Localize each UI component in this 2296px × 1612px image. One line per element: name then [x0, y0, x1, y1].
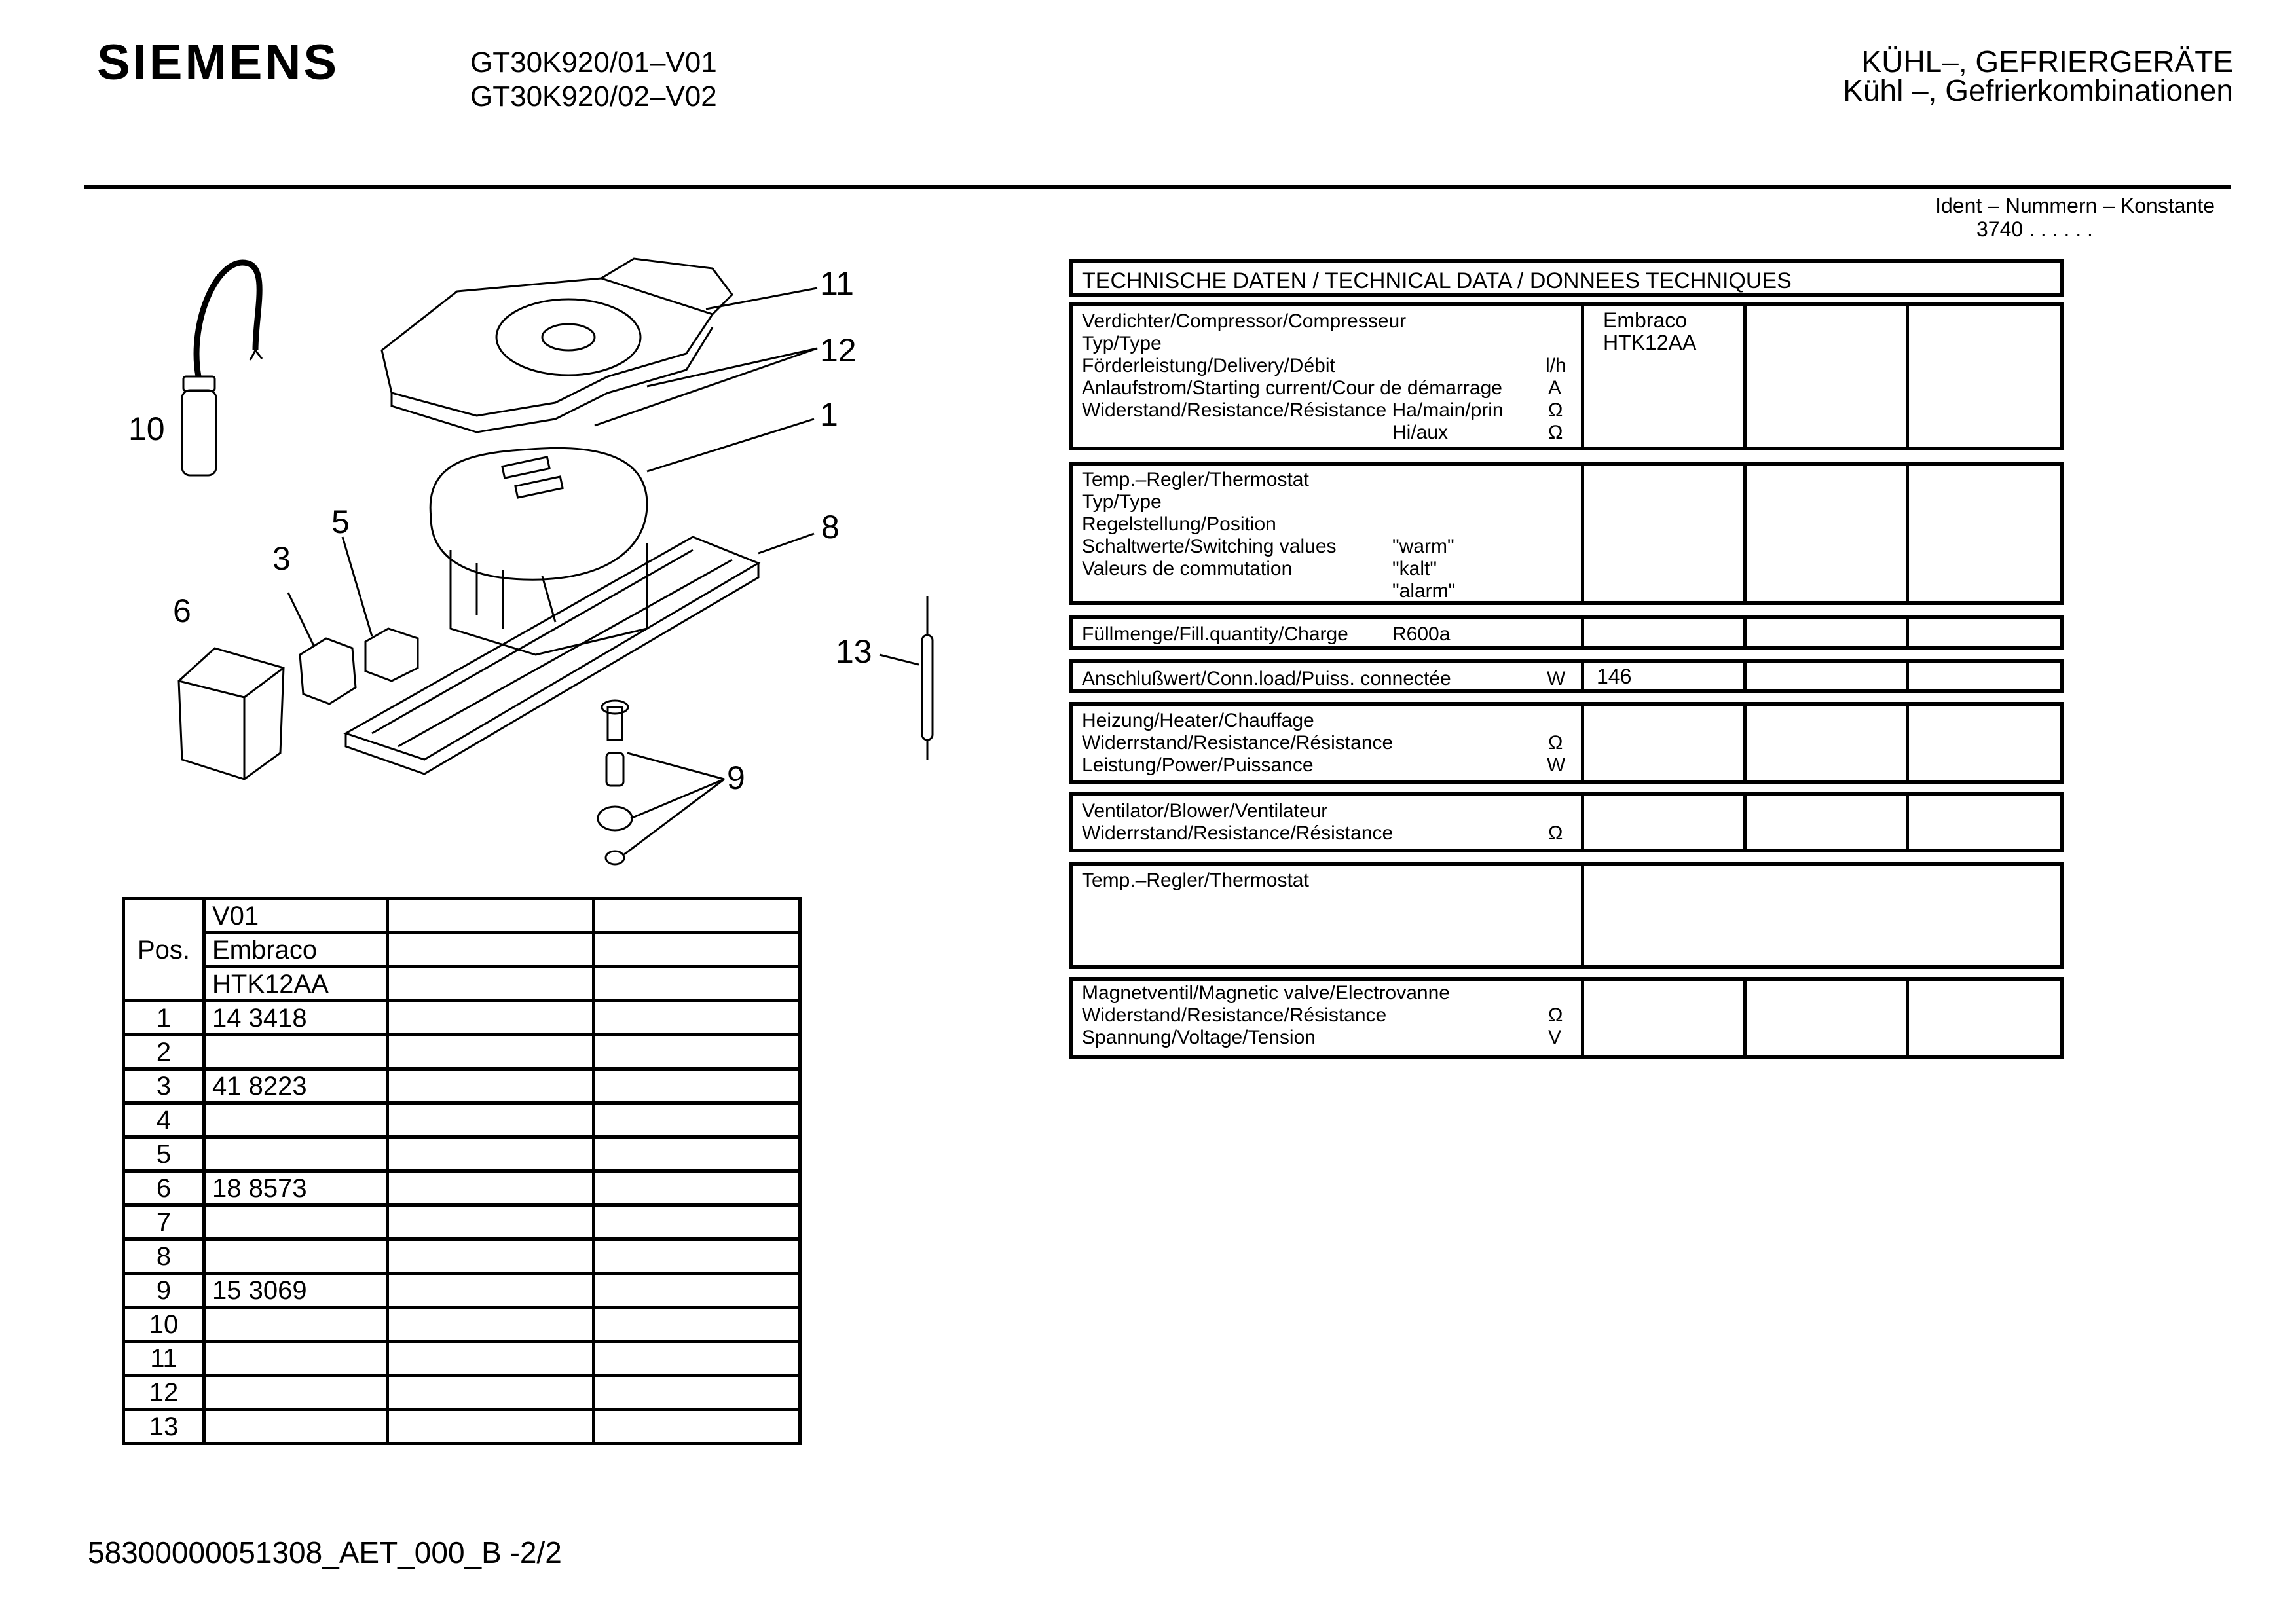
table-row [124, 1376, 800, 1410]
table-row [124, 1035, 800, 1069]
connected-load-label: Anschlußwert/Conn.load/Puiss. connectée [1082, 668, 1451, 689]
part-number-cell [204, 1410, 388, 1444]
compressor-label: Verdichter/Compressor/Compresseur [1082, 310, 1407, 332]
callout-5: 5 [331, 504, 350, 540]
part-6-cover-illustration [179, 648, 284, 779]
tech-title-box [1069, 259, 2064, 297]
unit-w: W [1547, 668, 1566, 689]
pos-cell: 2 [124, 1035, 204, 1069]
ident-label: Ident – Nummern – Konstante [1935, 194, 2215, 217]
position-label: Regelstellung/Position [1082, 513, 1276, 535]
tech-thermostat2-box [1069, 862, 2064, 969]
part-11-illustration [382, 259, 732, 432]
refrigerant-value: R600a [1392, 623, 1451, 645]
part-number-cell [204, 1308, 388, 1342]
valve-voltage-label: Spannung/Voltage/Tension [1082, 1027, 1316, 1048]
callout-9: 9 [727, 760, 745, 796]
header-rule [84, 185, 2231, 189]
leader-lines [595, 288, 817, 553]
thermostat2-label: Temp.–Regler/Thermostat [1082, 870, 1309, 891]
unit-ohm: Ω [1548, 399, 1563, 421]
table-row [124, 1342, 800, 1376]
part-10-illustration [182, 263, 262, 475]
heater-power-label: Leistung/Power/Puissance [1082, 754, 1314, 776]
table-row [124, 1137, 800, 1171]
part-8-rail-illustration [346, 537, 758, 774]
valve-label: Magnetventil/Magnetic valve/Electrovanne [1082, 982, 1450, 1004]
resistance-main-label: Widerstand/Resistance/Résistance Ha/main/prin [1082, 399, 1504, 421]
pos-cell: 10 [124, 1308, 204, 1342]
part-13-dryer-illustration [880, 596, 933, 760]
brand-logo: SIEMENS [97, 35, 340, 90]
part-number-cell [204, 1342, 388, 1376]
table-row [124, 1001, 800, 1035]
category-subtitle: Kühl –, Gefrierkombinationen [1843, 73, 2233, 107]
pos-cell: 9 [124, 1273, 204, 1308]
table-row [124, 1171, 800, 1205]
pos-cell: 11 [124, 1342, 204, 1376]
callout-8: 8 [821, 509, 840, 545]
callout-13: 13 [836, 633, 872, 670]
thermostat-label: Temp.–Regler/Thermostat [1082, 469, 1309, 490]
part-3-relay-illustration [288, 593, 356, 704]
part-number-cell: 18 8573 [204, 1171, 388, 1205]
tech-valve-box [1069, 977, 2064, 1059]
part-number-cell [204, 1035, 388, 1069]
document-id: 58300000051308_AET_000_B -2/2 [88, 1535, 562, 1569]
tech-heater-box [1069, 702, 2064, 784]
pos-cell: 6 [124, 1171, 204, 1205]
compressor-manufacturer: Embraco [1603, 308, 1688, 332]
tech-blower-box [1069, 792, 2064, 852]
unit-a: A [1548, 377, 1562, 399]
part-number-cell [204, 1137, 388, 1171]
callout-12: 12 [820, 332, 857, 369]
part-number-cell: 15 3069 [204, 1273, 388, 1308]
part-number-cell [204, 1239, 388, 1273]
pos-cell: 12 [124, 1376, 204, 1410]
category-title: KÜHL–, GEFRIERGERÄTE [1861, 45, 2233, 79]
part-number-cell [204, 1103, 388, 1137]
unit-ohm: Ω [1548, 822, 1563, 844]
unit-ohm: Ω [1548, 732, 1563, 754]
valve-resistance-label: Widerstand/Resistance/Résistance [1082, 1004, 1387, 1026]
part-number-cell: 41 8223 [204, 1069, 388, 1103]
unit-ohm: Ω [1548, 422, 1563, 443]
manufacturer-cell: Embraco [204, 933, 388, 967]
compressor-type-cell: HTK12AA [204, 967, 388, 1001]
callout-10: 10 [128, 411, 165, 447]
unit-w: W [1547, 754, 1566, 776]
switch-kalt: "kalt" [1392, 558, 1437, 579]
part-number-cell [204, 1376, 388, 1410]
table-row [124, 1273, 800, 1308]
unit-ohm: Ω [1548, 1004, 1563, 1026]
switch-alarm: "alarm" [1392, 580, 1456, 602]
table-row [124, 1239, 800, 1273]
pos-header: Pos. [124, 899, 204, 1001]
tech-fill-box [1069, 615, 2064, 650]
starting-current-label: Anlaufstrom/Starting current/Cour de démarrage [1082, 377, 1502, 399]
type-label: Typ/Type [1082, 333, 1162, 354]
unit-v: V [1548, 1027, 1562, 1048]
thermostat-type-label: Typ/Type [1082, 491, 1162, 513]
callout-3: 3 [272, 540, 291, 577]
exploded-parts-diagram [84, 236, 988, 877]
part-number-cell [204, 1205, 388, 1239]
pos-cell: 1 [124, 1001, 204, 1035]
model-number-2: GT30K920/02–V02 [470, 81, 717, 113]
model-number-1: GT30K920/01–V01 [470, 46, 717, 79]
pos-cell: 8 [124, 1239, 204, 1273]
switching-values-label: Schaltwerte/Switching values [1082, 536, 1337, 557]
fill-quantity-label: Füllmenge/Fill.quantity/Charge [1082, 623, 1348, 645]
pos-cell: 7 [124, 1205, 204, 1239]
commutation-label: Valeurs de commutation [1082, 558, 1293, 579]
tech-title: TECHNISCHE DATEN / TECHNICAL DATA / DONNEES TECHNIQUES [1082, 268, 1792, 293]
tech-compressor-box [1069, 302, 2064, 450]
heater-resistance-label: Widerrstand/Resistance/Résistance [1082, 732, 1394, 754]
pos-cell: 3 [124, 1069, 204, 1103]
heater-label: Heizung/Heater/Chauffage [1082, 710, 1314, 731]
tech-load-box [1069, 659, 2064, 693]
delivery-label: Förderleistung/Delivery/Débit [1082, 355, 1335, 376]
table-row [124, 1308, 800, 1342]
part-number-cell: 14 3418 [204, 1001, 388, 1035]
callout-11: 11 [820, 265, 854, 302]
part-9-mounting-illustration [598, 701, 724, 864]
pos-cell: 4 [124, 1103, 204, 1137]
parts-table [122, 897, 802, 1445]
callout-6: 6 [173, 593, 191, 629]
unit-lh: l/h [1546, 355, 1566, 376]
table-row [124, 1205, 800, 1239]
variant-cell: V01 [204, 899, 388, 933]
table-row [124, 1069, 800, 1103]
blower-resistance-label: Widerrstand/Resistance/Résistance [1082, 822, 1394, 844]
tech-thermostat-box [1069, 462, 2064, 605]
blower-label: Ventilator/Blower/Ventilateur [1082, 800, 1328, 822]
table-row [124, 1103, 800, 1137]
connected-load-value: 146 [1597, 665, 1632, 688]
ident-value: 3740 . . . . . . [1976, 217, 2093, 241]
callout-1: 1 [820, 396, 838, 433]
compressor-type: HTK12AA [1603, 331, 1697, 354]
pos-cell: 13 [124, 1410, 204, 1444]
pos-cell: 5 [124, 1137, 204, 1171]
table-row [124, 1410, 800, 1444]
callout-labels [128, 265, 872, 796]
switch-warm: "warm" [1392, 536, 1454, 557]
resistance-aux-label: Hi/aux [1392, 422, 1449, 443]
